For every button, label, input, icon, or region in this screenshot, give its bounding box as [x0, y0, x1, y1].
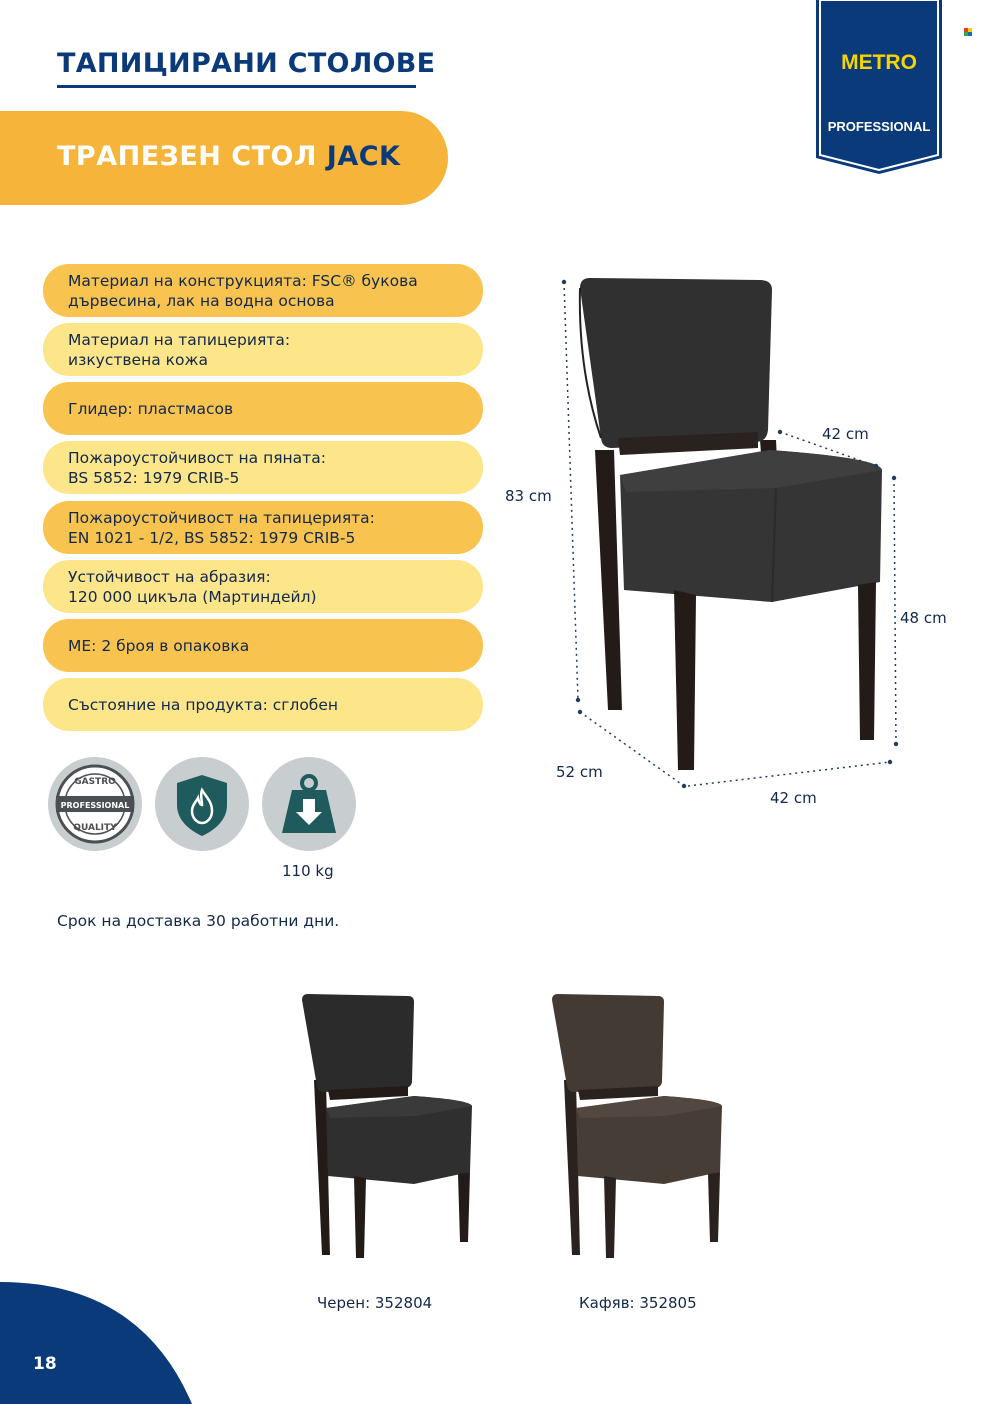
chair-brown-image	[540, 990, 740, 1270]
title-underline	[57, 85, 416, 88]
spec-line: Пожароустойчивост на тапицерията:	[68, 508, 375, 527]
spec-foam-fire-resistance	[43, 441, 483, 494]
fire-shield-icon	[155, 757, 249, 851]
spec-line: Устойчивост на абразия:	[68, 567, 271, 586]
spec-line: BS 5852: 1979 CRIB-5	[68, 468, 240, 487]
product-title-prefix: ТРАПЕЗЕН СТОЛ	[57, 141, 317, 172]
variant-brown-label: Кафяв: 352805	[579, 1294, 697, 1312]
product-title	[57, 141, 400, 172]
page-corner-decoration	[0, 1282, 192, 1404]
dim-width: 42 cm	[770, 789, 817, 807]
page-number: 18	[33, 1354, 57, 1374]
spec-line: Състояние на продукта: сглобен	[68, 695, 339, 714]
variant-black-label: Черен: 352804	[317, 1294, 433, 1312]
dim-seat-width-top: 42 cm	[822, 425, 869, 443]
spec-line: Глидер: пластмасов	[68, 399, 234, 418]
spec-upholstery-fire-resistance	[43, 501, 483, 554]
spec-line: 120 000 цикъла (Мартиндейл)	[68, 587, 317, 606]
gastro-top-text: GASTRO	[74, 777, 116, 787]
chair-main-image	[540, 270, 940, 810]
dim-depth: 52 cm	[556, 763, 603, 781]
spec-line: Пожароустойчивост на пяната:	[68, 448, 326, 467]
chair-black-image	[290, 990, 490, 1270]
gastro-mid-text: PROFESSIONAL	[60, 801, 130, 810]
delivery-time: Срок на доставка 30 работни дни.	[57, 912, 340, 930]
weight-capacity-badge	[262, 757, 356, 851]
color-dots-icon	[964, 28, 972, 36]
dim-height: 83 cm	[505, 487, 552, 505]
spec-glider	[43, 382, 483, 435]
spec-upholstery-material	[43, 323, 483, 376]
spec-line: Материал на тапицерията:	[68, 330, 291, 349]
spec-line: дървесина, лак на водна основа	[68, 291, 335, 310]
weight-capacity-label: 110 kg	[282, 862, 334, 880]
spec-line: EN 1021 - 1/2, BS 5852: 1979 CRIB-5	[68, 528, 356, 547]
chair-main-shape	[580, 278, 882, 770]
section-title: ТАПИЦИРАНИ СТОЛОВЕ	[57, 48, 436, 79]
product-title-name: JACK	[326, 141, 401, 172]
spec-line: МЕ: 2 броя в опаковка	[68, 636, 250, 655]
gastro-quality-icon	[48, 757, 142, 851]
logo-sub: PROFESSIONAL	[827, 119, 931, 134]
spec-abrasion-resistance	[43, 560, 483, 613]
metro-professional-logo	[816, 0, 942, 174]
logo-brand: METRO	[841, 51, 917, 74]
weight-icon	[262, 757, 356, 851]
spec-packaging-unit	[43, 619, 483, 672]
dim-seat-height: 48 cm	[900, 609, 947, 627]
gastro-bottom-text: QUALITY	[73, 823, 117, 833]
spec-construction-material	[43, 264, 483, 317]
gastro-quality-badge	[48, 757, 142, 851]
spec-line: Материал на конструкцията: FSC® букова	[68, 271, 418, 290]
spec-product-state	[43, 678, 483, 731]
fire-resistance-badge	[155, 757, 249, 851]
spec-line: изкуствена кожа	[68, 350, 208, 369]
